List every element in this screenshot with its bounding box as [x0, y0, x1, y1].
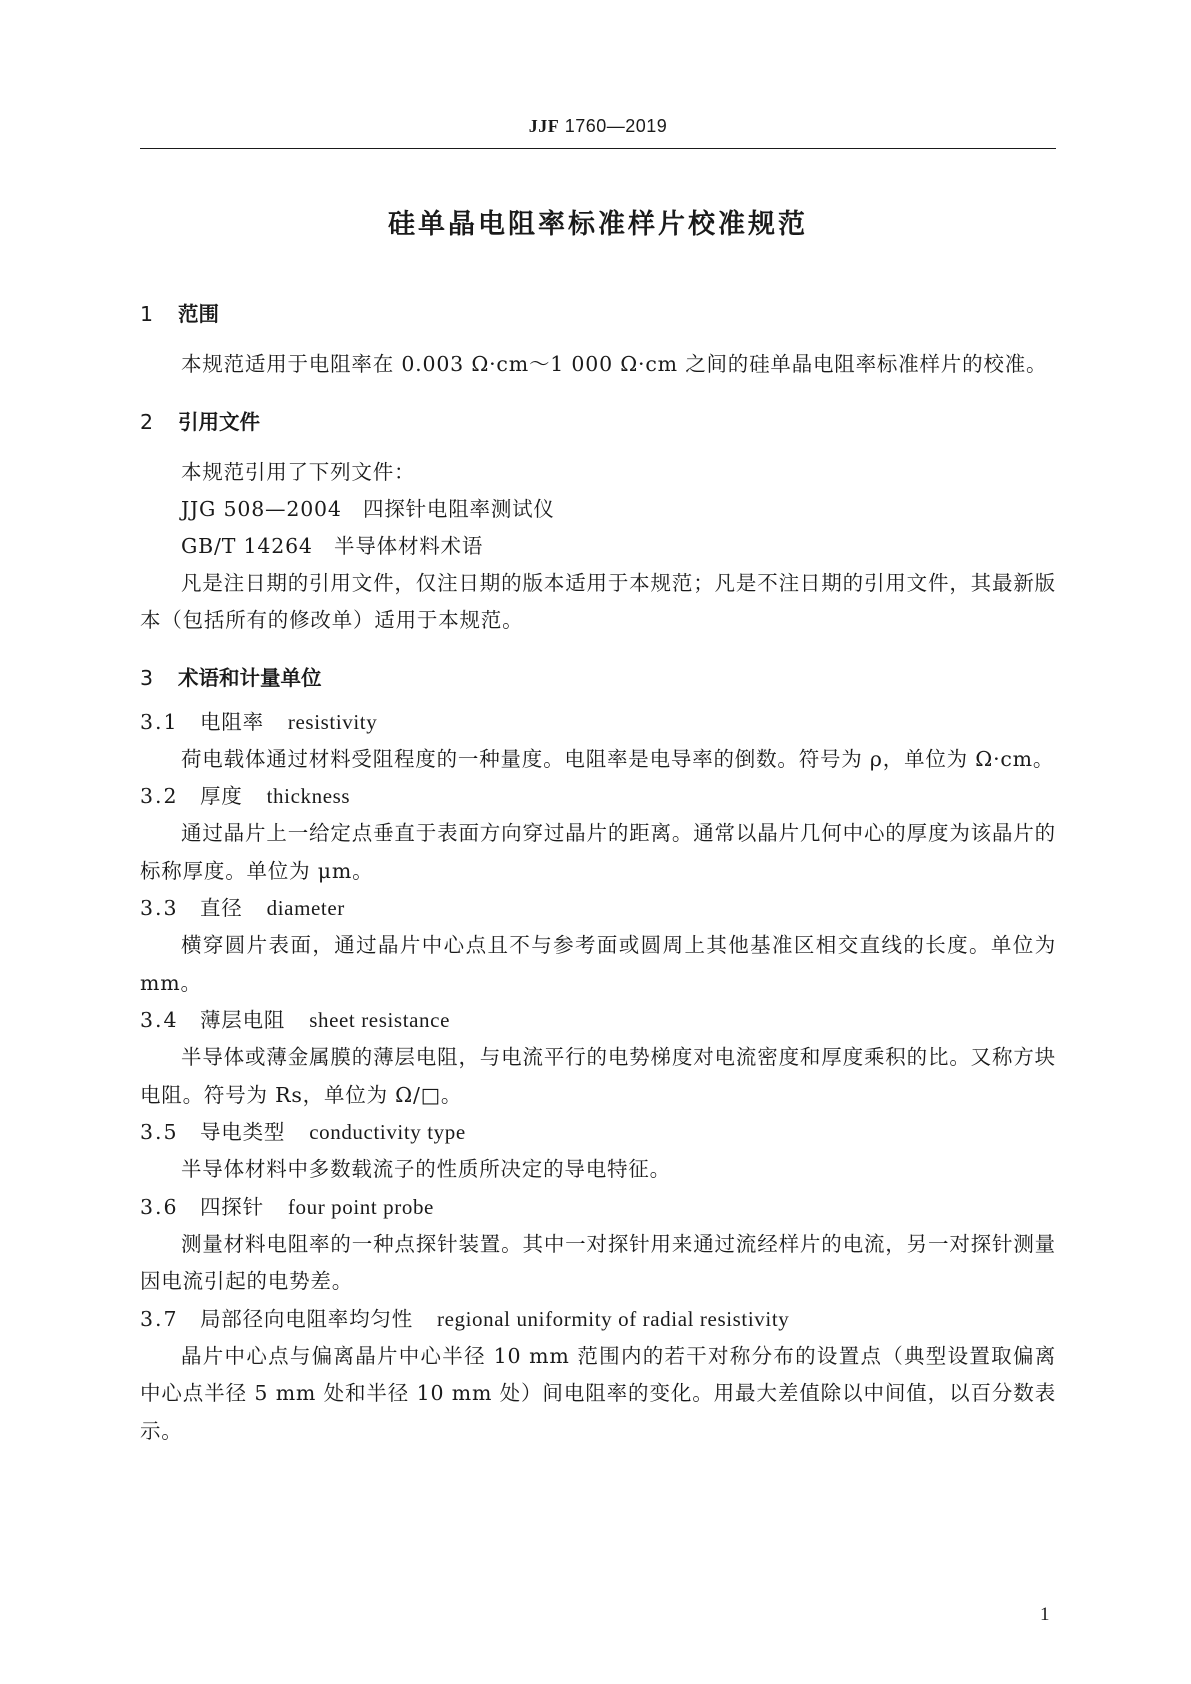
term-english: regional uniformity of radial resistivity [437, 1306, 790, 1331]
term-definition: 测量材料电阻率的一种点探针装置。其中一对探针用来通过流经样片的电流，另一对探针测量因电流引起的电势差。 [140, 1231, 1056, 1293]
section-number: 3 [140, 665, 154, 690]
document-body [140, 296, 1056, 1450]
term-number: 3.4 [140, 1008, 179, 1032]
term-definition: 半导体或薄金属膜的薄层电阻，与电流平行的电势梯度对电流密度和厚度乘积的比。又称方块电阻。符号为 Rs，单位为 Ω/□。 [140, 1045, 1056, 1107]
header-code-number: 1760—2019 [559, 116, 668, 136]
term-definition: 荷电载体通过材料受阻程度的一种量度。电阻率是电导率的倒数。符号为 ρ，单位为 Ω·cm。 [181, 746, 1055, 771]
section-number: 1 [140, 302, 154, 326]
references-intro: 本规范引用了下列文件： [181, 459, 416, 484]
term-number: 3.1 [140, 709, 179, 734]
document-title: 硅单晶电阻率标准样片校准规范 [388, 209, 808, 240]
section-heading-scope [140, 296, 1056, 332]
term-chinese: 电阻率 [200, 709, 264, 734]
header-code-prefix: JJF [528, 116, 560, 136]
term-chinese: 导电类型 [200, 1120, 286, 1144]
term-chinese: 局部径向电阻率均匀性 [200, 1306, 413, 1331]
term-number: 3.2 [140, 784, 179, 808]
term-definition: 半导体材料中多数载流子的性质所决定的导电特征。 [181, 1157, 671, 1181]
term-heading [140, 778, 1056, 815]
term-heading [140, 1114, 1056, 1151]
term-number: 3.6 [140, 1194, 179, 1219]
term-definition: 晶片中心点与偏离晶片中心半径 10 mm 范围内的若干对称分布的设置点（典型设置取偏离中心点半径 5 mm 处和半径 10 mm 处）间电阻率的变化。用最大差值除以中间值，以百分数表示。 [140, 1343, 1056, 1443]
section-title: 术语和计量单位 [178, 665, 322, 690]
term-chinese: 薄层电阻 [200, 1008, 286, 1032]
term-definition: 横穿圆片表面，通过晶片中心点且不与参考面或圆周上其他基准区相交直线的长度。单位为 mm。 [140, 933, 1056, 995]
term-english: sheet resistance [309, 1008, 450, 1032]
scope-paragraph: 本规范适用于电阻率在 0.003 Ω·cm～1 000 Ω·cm 之间的硅单晶电阻率标准样片的校准。 [181, 352, 1048, 376]
references-note: 凡是注日期的引用文件，仅注日期的版本适用于本规范；凡是不注日期的引用文件，其最新版本（包括所有的修改单）适用于本规范。 [140, 570, 1056, 632]
section-title: 范围 [178, 302, 219, 326]
header-rule [140, 148, 1056, 149]
term-heading [140, 704, 1056, 741]
reference-item: GB/T 14264 半导体材料术语 [181, 533, 484, 558]
section-title: 引用文件 [178, 409, 260, 434]
term-number: 3.3 [140, 896, 179, 920]
running-header [140, 116, 1056, 137]
term-english: conductivity type [309, 1120, 466, 1144]
term-heading [140, 1002, 1056, 1039]
term-heading [140, 1189, 1056, 1226]
term-english: diameter [266, 896, 345, 920]
term-english: four point probe [287, 1194, 434, 1219]
term-number: 3.7 [140, 1306, 179, 1331]
section-heading-terms [140, 660, 1056, 696]
term-chinese: 厚度 [200, 784, 243, 808]
term-definition: 通过晶片上一给定点垂直于表面方向穿过晶片的距离。通常以晶片几何中心的厚度为该晶片的标称厚度。单位为 μm。 [140, 821, 1056, 883]
reference-item: JJG 508—2004 四探针电阻率测试仪 [181, 496, 555, 521]
term-english: resistivity [287, 709, 378, 734]
term-chinese: 四探针 [200, 1194, 264, 1219]
page-number: 1 [1040, 1604, 1050, 1625]
term-number: 3.5 [140, 1120, 179, 1144]
term-chinese: 直径 [200, 896, 243, 920]
term-english: thickness [266, 784, 351, 808]
section-number: 2 [140, 409, 154, 434]
section-heading-references [140, 404, 1056, 440]
term-heading [140, 890, 1056, 927]
term-heading [140, 1301, 1056, 1338]
